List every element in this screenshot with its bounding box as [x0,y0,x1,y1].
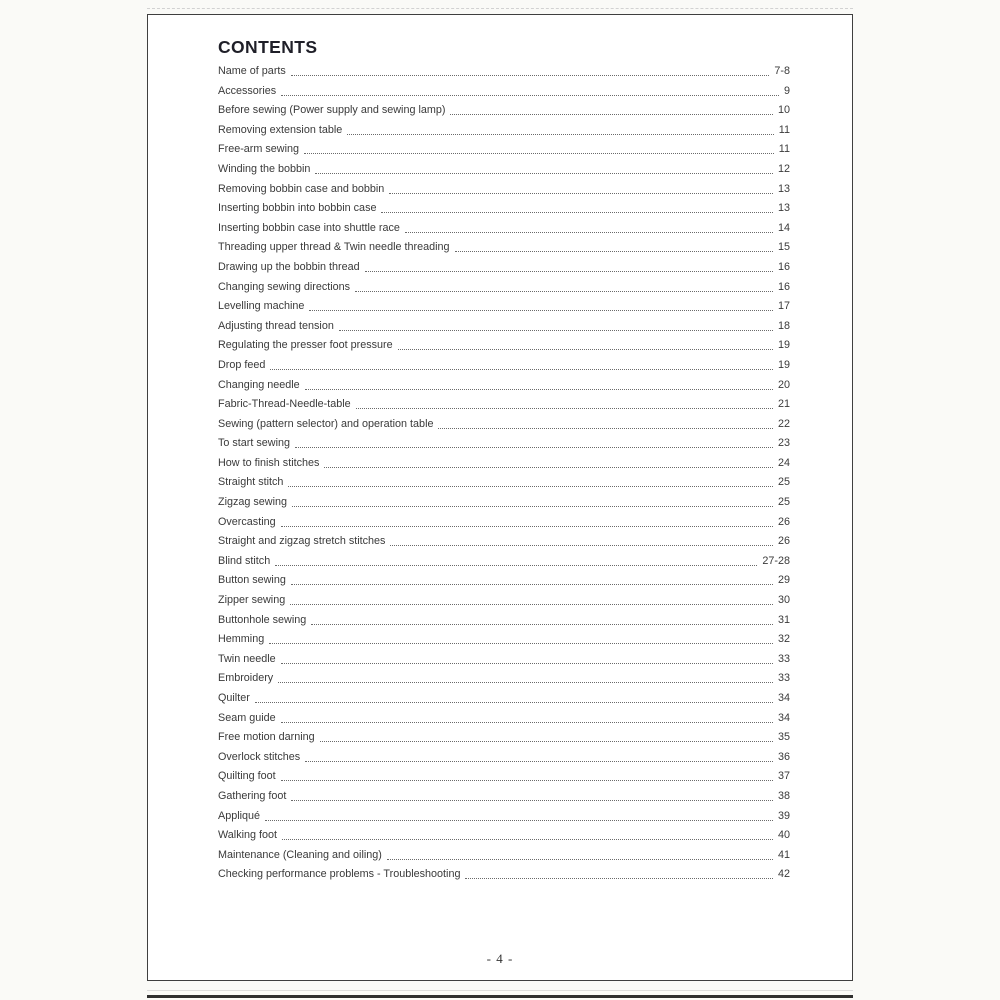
toc-entry-page: 13 [777,202,790,215]
toc-entry-page: 14 [777,221,790,234]
toc-entry-label: Removing extension table [218,123,343,136]
toc-row [218,140,790,160]
toc-entry-label: Fabric-Thread-Needle-table [218,398,351,411]
toc-entry-page: 26 [777,515,790,528]
toc-row [218,571,790,591]
page-number: - 4 - [486,951,514,966]
toc-row [218,865,790,885]
dot-leader [353,278,775,298]
toc-entry-page: 26 [777,535,790,548]
dot-leader [289,571,775,591]
toc-row [218,513,790,533]
toc-row [218,258,790,278]
toc-entry-page: 15 [777,241,790,254]
toc-entry-label: Adjusting thread tension [218,319,334,332]
toc-entry-label: Gathering foot [218,789,287,802]
toc-row [218,826,790,846]
toc-entry-page: 41 [777,848,790,861]
toc-entry-label: Free-arm sewing [218,143,299,156]
toc-row [218,62,790,82]
next-page-edge-thin [147,990,853,991]
toc-entry-label: Buttonhole sewing [218,613,307,626]
dot-leader [280,826,775,846]
toc-row [218,591,790,611]
dot-leader [273,552,759,572]
toc-row [218,415,790,435]
dot-leader [293,434,775,454]
toc-entry-page: 17 [777,300,790,313]
toc-entry-page: 36 [777,750,790,763]
dot-leader [307,297,775,317]
toc-entry-page: 16 [777,280,790,293]
toc-entry-page: 19 [777,339,790,352]
dot-leader [396,336,775,356]
toc-row [218,807,790,827]
toc-entry-label: Levelling machine [218,300,305,313]
toc-row [218,434,790,454]
toc-entry-page: 39 [777,809,790,822]
toc-row [218,650,790,670]
toc-entry-label: Embroidery [218,672,274,685]
toc-row [218,728,790,748]
dot-leader [279,767,775,787]
toc-row [218,297,790,317]
toc-row [218,493,790,513]
toc-entry-page: 38 [777,789,790,802]
dot-leader [279,513,775,533]
previous-page-edge [147,8,853,9]
toc-entry-label: Quilting foot [218,770,276,783]
dot-leader [379,199,775,219]
dot-leader [463,865,775,885]
toc-entry-page: 30 [777,594,790,607]
toc-entry-page: 34 [777,711,790,724]
dot-leader [263,807,775,827]
toc-entry-label: Twin needle [218,652,276,665]
toc-entry-page: 33 [777,672,790,685]
toc-entry-page: 25 [777,496,790,509]
dot-leader [309,611,775,631]
toc-row [218,180,790,200]
toc-entry-label: Changing needle [218,378,300,391]
toc-entry-page: 29 [777,574,790,587]
toc-row [218,82,790,102]
toc-entry-page: 19 [777,358,790,371]
toc-entry-label: To start sewing [218,437,291,450]
toc-entry-label: Overlock stitches [218,750,301,763]
toc-entry-page: 22 [777,417,790,430]
toc-row [218,611,790,631]
toc-entry-label: Before sewing (Power supply and sewing lamp) [218,104,446,117]
manual-page [147,14,853,981]
page-title: CONTENTS [218,37,318,57]
toc-entry-label: Maintenance (Cleaning and oiling) [218,848,382,861]
toc-row [218,278,790,298]
toc-entry-label: Blind stitch [218,554,271,567]
toc-entry-label: Free motion darning [218,731,315,744]
dot-leader [303,748,775,768]
toc-entry-label: Sewing (pattern selector) and operation table [218,417,434,430]
dot-leader [279,82,781,102]
dot-leader [279,650,775,670]
toc-row [218,454,790,474]
toc-entry-page: 18 [777,319,790,332]
toc-row [218,238,790,258]
dot-leader [289,62,772,82]
toc-entry-page: 7-8 [774,65,790,77]
dot-leader [385,846,775,866]
toc-entry-label: Appliqué [218,809,261,822]
dot-leader [354,395,775,415]
dot-leader [322,454,775,474]
toc-row [218,356,790,376]
toc-row [218,689,790,709]
toc-entry-label: Drawing up the bobbin thread [218,260,360,273]
dot-leader [290,493,775,513]
toc-row [218,748,790,768]
toc-row [218,669,790,689]
toc-entry-page: 32 [777,633,790,646]
dot-leader [276,669,775,689]
dot-leader [286,473,775,493]
toc-row [218,336,790,356]
dot-leader [303,376,775,396]
toc-entry-label: Threading upper thread & Twin needle threading [218,241,450,254]
dot-leader [253,689,775,709]
toc-entry-label: How to finish stitches [218,456,320,469]
toc-entry-page: 25 [777,476,790,489]
toc-row [218,376,790,396]
toc-entry-page: 11 [778,123,790,136]
toc-entry-page: 10 [777,104,790,117]
toc-entry-label: Zigzag sewing [218,496,288,509]
toc-entry-label: Accessories [218,84,277,97]
toc-row [218,199,790,219]
dot-leader [267,630,775,650]
toc-entry-label: Regulating the presser foot pressure [218,339,393,352]
toc-entry-label: Removing bobbin case and bobbin [218,182,385,195]
toc-entry-page: 42 [777,868,790,881]
toc-row [218,317,790,337]
next-page-edge-thick [147,995,853,998]
toc-list [218,62,790,885]
toc-entry-label: Winding the bobbin [218,162,311,175]
dot-leader [453,238,775,258]
toc-entry-label: Drop feed [218,358,266,371]
toc-row [218,787,790,807]
dot-leader [268,356,775,376]
toc-row [218,121,790,141]
toc-row [218,709,790,729]
dot-leader [288,591,775,611]
toc-entry-label: Changing sewing directions [218,280,351,293]
toc-entry-page: 13 [777,182,790,195]
dot-leader [289,787,775,807]
toc-entry-label: Zipper sewing [218,594,286,607]
toc-row [218,532,790,552]
toc-entry-label: Hemming [218,633,265,646]
toc-row [218,846,790,866]
toc-entry-label: Straight stitch [218,476,284,489]
toc-entry-label: Seam guide [218,711,276,724]
toc-entry-label: Straight and zigzag stretch stitches [218,535,386,548]
toc-entry-page: 33 [777,652,790,665]
toc-entry-page: 23 [777,437,790,450]
toc-entry-page: 37 [777,770,790,783]
toc-entry-page: 24 [777,456,790,469]
toc-entry-label: Checking performance problems - Troubleshooting [218,868,461,881]
toc-row [218,630,790,650]
toc-entry-label: Inserting bobbin into bobbin case [218,202,377,215]
toc-row [218,101,790,121]
toc-entry-page: 11 [778,143,790,156]
toc-entry-label: Inserting bobbin case into shuttle race [218,221,400,234]
dot-leader [387,180,775,200]
dot-leader [302,140,776,160]
toc-row [218,395,790,415]
dot-leader [318,728,775,748]
dot-leader [313,160,775,180]
dot-leader [388,532,775,552]
dot-leader [448,101,775,121]
dot-leader [337,317,775,337]
toc-entry-page: 35 [777,731,790,744]
toc-row [218,767,790,787]
toc-entry-page: 27-28 [762,554,790,567]
toc-entry-page: 12 [777,162,790,175]
toc-row [218,160,790,180]
toc-entry-page: 21 [777,398,790,411]
toc-entry-label: Name of parts [218,65,286,77]
dot-leader [436,415,775,435]
toc-row [218,219,790,239]
dot-leader [403,219,775,239]
dot-leader [279,709,775,729]
toc-row [218,552,790,572]
toc-entry-page: 40 [777,829,790,842]
toc-entry-page: 34 [777,692,790,704]
toc-entry-label: Walking foot [218,829,278,842]
toc-entry-page: 9 [783,84,790,97]
toc-entry-page: 16 [777,260,790,273]
toc-entry-page: 20 [777,378,790,391]
toc-entry-label: Button sewing [218,574,286,587]
dot-leader [345,121,776,141]
toc-entry-label: Quilter [218,692,250,704]
toc-entry-page: 31 [777,613,790,626]
toc-entry-label: Overcasting [218,515,276,528]
toc-row [218,473,790,493]
dot-leader [363,258,775,278]
